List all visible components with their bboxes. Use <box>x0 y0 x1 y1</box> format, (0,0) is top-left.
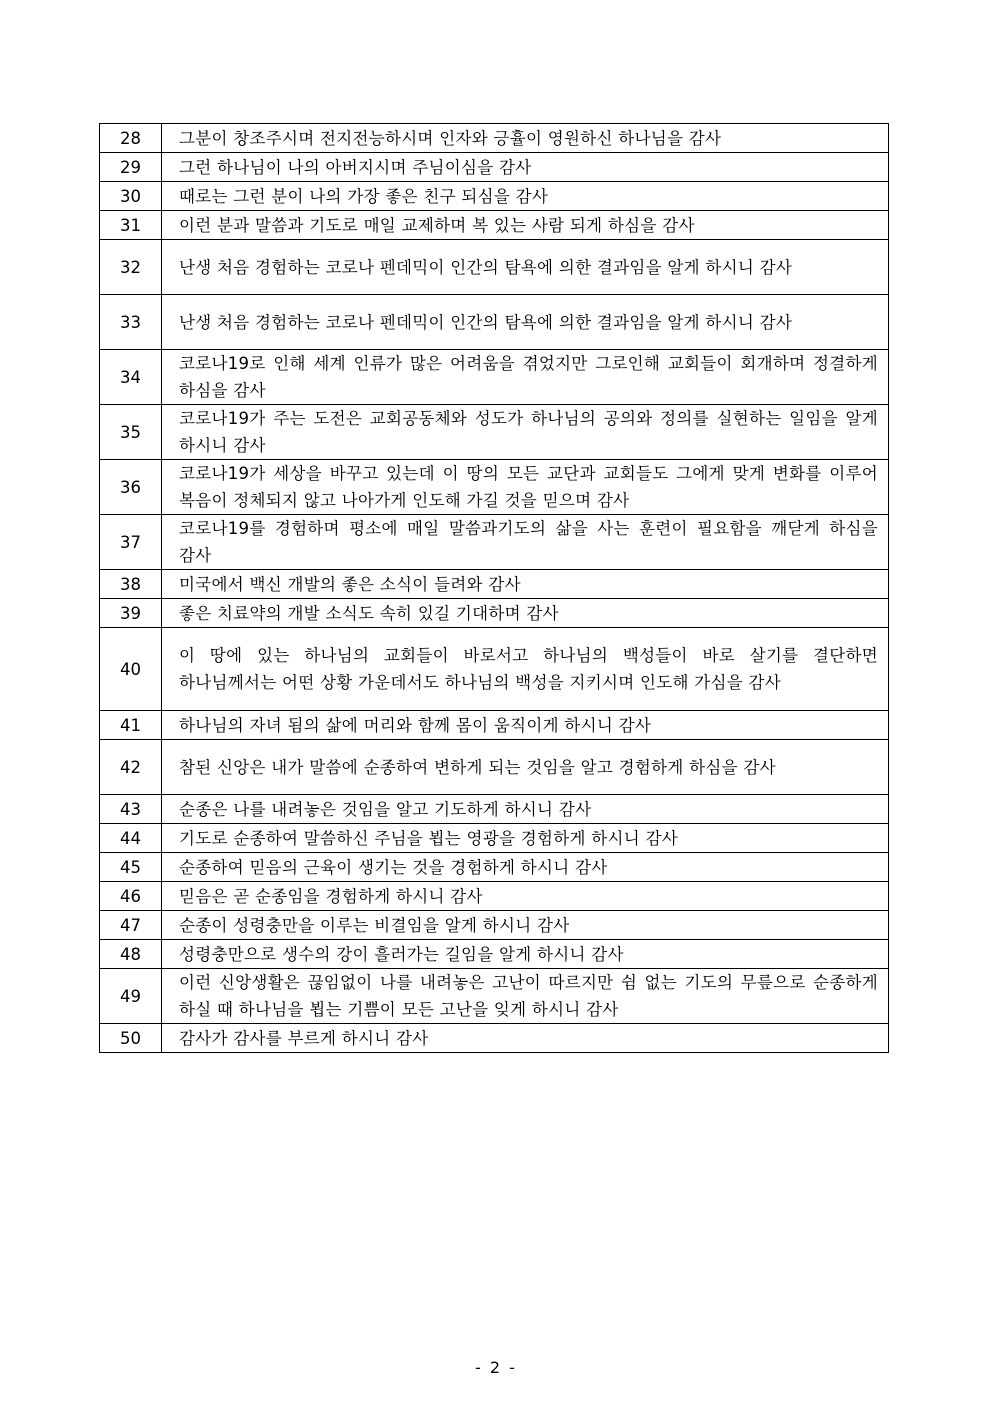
table-row <box>100 853 889 882</box>
row-text: 코로나19가 주는 도전은 교회공동체와 성도가 하나님의 공의와 정의를 실현하는 일임을 알게 하시니 감사 <box>162 405 889 460</box>
row-number: 48 <box>100 940 162 969</box>
table-row <box>100 153 889 182</box>
row-number: 49 <box>100 969 162 1024</box>
page-number: - 2 - <box>475 1358 517 1377</box>
row-text: 이 땅에 있는 하나님의 교회들이 바로서고 하나님의 백성들이 바로 살기를 결단하면 하나님께서는 어떤 상황 가운데서도 하나님의 백성을 지키시며 인도해 가심을 감사 <box>162 628 889 711</box>
row-number: 38 <box>100 570 162 599</box>
table-row <box>100 795 889 824</box>
table-row <box>100 460 889 515</box>
row-text: 감사가 감사를 부르게 하시니 감사 <box>162 1024 889 1053</box>
row-number: 46 <box>100 882 162 911</box>
row-number: 39 <box>100 599 162 628</box>
table-row <box>100 1024 889 1053</box>
table-row <box>100 211 889 240</box>
row-text: 난생 처음 경험하는 코로나 펜데믹이 인간의 탐욕에 의한 결과임을 알게 하시니 감사 <box>162 295 889 350</box>
row-number: 31 <box>100 211 162 240</box>
row-text: 좋은 치료약의 개발 소식도 속히 있길 기대하며 감사 <box>162 599 889 628</box>
row-number: 42 <box>100 740 162 795</box>
table-row <box>100 350 889 405</box>
row-number: 29 <box>100 153 162 182</box>
row-number: 34 <box>100 350 162 405</box>
row-text: 기도로 순종하여 말씀하신 주님을 뵙는 영광을 경험하게 하시니 감사 <box>162 824 889 853</box>
row-number: 37 <box>100 515 162 570</box>
row-text: 미국에서 백신 개발의 좋은 소식이 들려와 감사 <box>162 570 889 599</box>
row-text: 그분이 창조주시며 전지전능하시며 인자와 긍휼이 영원하신 하나님을 감사 <box>162 124 889 153</box>
table-row <box>100 182 889 211</box>
row-text: 코로나19를 경험하며 평소에 매일 말씀과기도의 삶을 사는 훈련이 필요함을 깨닫게 하심을 감사 <box>162 515 889 570</box>
row-text: 순종하여 믿음의 근육이 생기는 것을 경험하게 하시니 감사 <box>162 853 889 882</box>
row-number: 28 <box>100 124 162 153</box>
row-text: 때로는 그런 분이 나의 가장 좋은 친구 되심을 감사 <box>162 182 889 211</box>
table-row <box>100 599 889 628</box>
row-number: 40 <box>100 628 162 711</box>
row-text: 순종은 나를 내려놓은 것임을 알고 기도하게 하시니 감사 <box>162 795 889 824</box>
row-text: 난생 처음 경험하는 코로나 펜데믹이 인간의 탐욕에 의한 결과임을 알게 하시니 감사 <box>162 240 889 295</box>
table-row <box>100 940 889 969</box>
table-row <box>100 240 889 295</box>
row-number: 36 <box>100 460 162 515</box>
row-text: 하나님의 자녀 됨의 삶에 머리와 함께 몸이 움직이게 하시니 감사 <box>162 711 889 740</box>
row-number: 44 <box>100 824 162 853</box>
row-text: 믿음은 곧 순종임을 경험하게 하시니 감사 <box>162 882 889 911</box>
table-row <box>100 405 889 460</box>
row-number: 33 <box>100 295 162 350</box>
table-row <box>100 824 889 853</box>
table-row <box>100 628 889 711</box>
row-number: 50 <box>100 1024 162 1053</box>
gratitude-list-table <box>99 123 889 1053</box>
row-number: 43 <box>100 795 162 824</box>
row-number: 41 <box>100 711 162 740</box>
row-text: 참된 신앙은 내가 말씀에 순종하여 변하게 되는 것임을 알고 경험하게 하심을 감사 <box>162 740 889 795</box>
table-row <box>100 515 889 570</box>
row-number: 47 <box>100 911 162 940</box>
row-number: 30 <box>100 182 162 211</box>
row-text: 코로나19로 인해 세계 인류가 많은 어려움을 겪었지만 그로인해 교회들이 회개하며 정결하게 하심을 감사 <box>162 350 889 405</box>
row-text: 순종이 성령충만을 이루는 비결임을 알게 하시니 감사 <box>162 911 889 940</box>
table-row <box>100 711 889 740</box>
row-text: 그런 하나님이 나의 아버지시며 주님이심을 감사 <box>162 153 889 182</box>
row-text: 이런 분과 말씀과 기도로 매일 교제하며 복 있는 사람 되게 하심을 감사 <box>162 211 889 240</box>
row-number: 32 <box>100 240 162 295</box>
row-number: 45 <box>100 853 162 882</box>
row-text: 이런 신앙생활은 끊임없이 나를 내려놓은 고난이 따르지만 쉼 없는 기도의 무릎으로 순종하게 하실 때 하나님을 뵙는 기쁨이 모든 고난을 잊게 하시니 감사 <box>162 969 889 1024</box>
row-number: 35 <box>100 405 162 460</box>
row-text: 성령충만으로 생수의 강이 흘러가는 길임을 알게 하시니 감사 <box>162 940 889 969</box>
table-row <box>100 911 889 940</box>
table-row <box>100 882 889 911</box>
table-row <box>100 740 889 795</box>
table-row <box>100 295 889 350</box>
row-text: 코로나19가 세상을 바꾸고 있는데 이 땅의 모든 교단과 교회들도 그에게 맞게 변화를 이루어 복음이 정체되지 않고 나아가게 인도해 가길 것을 믿으며 감사 <box>162 460 889 515</box>
table-row <box>100 124 889 153</box>
table-row <box>100 969 889 1024</box>
table-row <box>100 570 889 599</box>
